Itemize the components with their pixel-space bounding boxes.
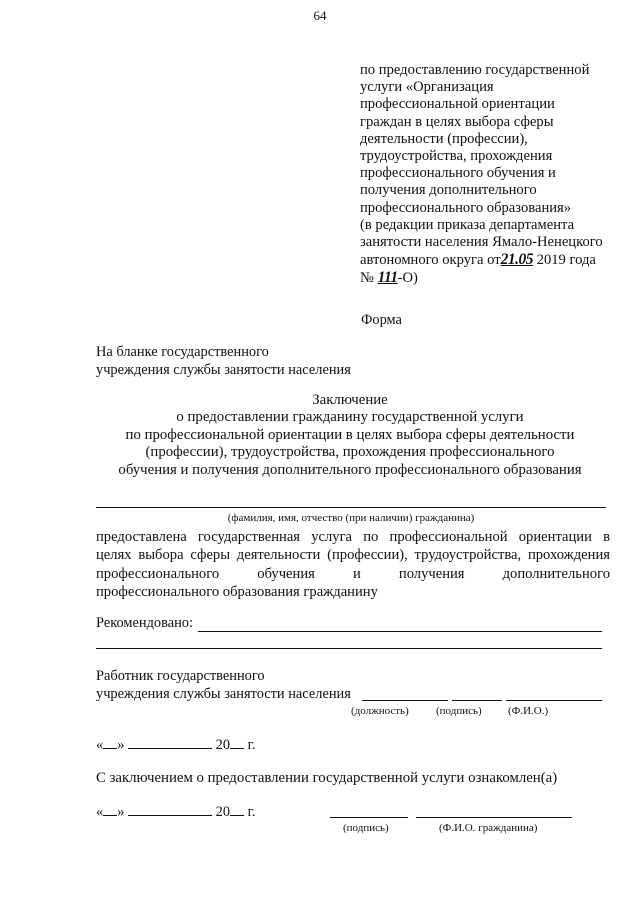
recommended-field-line-2[interactable] [96,648,602,649]
recommended-field-line-1[interactable] [198,631,602,632]
citizen-name-caption: (фамилия, имя, отчество (при наличии) гражданина) [227,512,475,524]
header-line: профессионального обучения и [360,165,556,182]
date-open-quote: « [96,737,104,753]
header-block [360,62,622,288]
form-label: Форма [361,312,402,328]
year-prefix: 20 [215,737,231,753]
blank-note [96,343,351,379]
conclusion-title-block [90,392,610,479]
header-line-order-date [360,251,622,269]
year-field[interactable] [230,735,244,749]
worker-date-field [96,735,256,754]
date-close-quote: » [117,804,125,820]
paragraph-line: целях выбора сферы деятельности (профессии), трудоустройства, прохождения [96,547,610,564]
worker-line: учреждения службы занятости населения [96,685,351,702]
paragraph-line: профессионального обучения и получения дополнительного [96,565,610,582]
acknowledgement-text: С заключением о предоставлении государственной услуги ознакомлен(а) [96,770,558,786]
header-line: профессиональной ориентации [360,96,555,113]
order-date-suffix: 2019 года [536,252,596,269]
day-field[interactable] [103,735,117,749]
conclusion-line: о предоставлении гражданину государственной услуги [176,409,524,426]
conclusion-title: Заключение [312,392,388,408]
conclusion-line: (профессии), трудоустройства, прохождения профессионального [145,444,555,461]
conclusion-line: по профессиональной ориентации в целях выбора сферы деятельности [125,426,575,443]
paragraph-line: предоставлена государственная услуга по профессиональной ориентации в [96,529,610,545]
worker-line: Работник государственного [96,668,265,684]
citizen-signature-caption: (подпись) [343,822,389,834]
page-number: 64 [313,8,327,23]
year-field[interactable] [230,802,244,816]
citizen-date-field [96,802,256,821]
order-number-suffix: -О) [397,270,418,287]
paragraph-line: профессионального образования гражданину [96,584,378,601]
header-line: услуги «Организация [360,79,494,96]
header-line: по предоставлению государственной [360,62,590,78]
order-date-prefix: автономного округа от [360,252,501,269]
conclusion-line: обучения и получения дополнительного профессионального образования [118,461,582,478]
citizen-name-field[interactable] [96,507,606,508]
header-line: трудоустройства, прохождения [360,148,553,165]
year-suffix: г. [247,804,256,820]
blank-line: На бланке государственного [96,344,269,360]
fio-caption: (Ф.И.О.) [508,705,549,717]
worker-block [96,668,351,703]
worker-signature-field[interactable] [452,700,502,701]
handwritten-date: 21.05 [500,251,533,269]
year-suffix: г. [247,737,256,753]
date-open-quote: « [96,804,104,820]
day-field[interactable] [103,802,117,816]
worker-position-field[interactable] [362,700,448,701]
position-caption: (должность) [351,705,409,717]
header-line-order-number [360,269,622,287]
signature-caption: (подпись) [436,705,482,717]
order-number-prefix: № [360,270,374,287]
citizen-fio-field[interactable] [416,817,572,818]
year-prefix: 20 [215,804,231,820]
blank-line: учреждения службы занятости населения [96,362,351,378]
month-field[interactable] [128,802,212,816]
header-line: (в редакции приказа департамента [360,216,575,233]
handwritten-number: 111 [377,269,398,287]
header-line: занятости населения Ямало-Ненецкого [360,234,603,251]
citizen-signature-field[interactable] [330,817,408,818]
recommended-label: Рекомендовано: [96,615,193,631]
header-line: получения дополнительного [360,182,537,199]
worker-fio-field[interactable] [506,700,602,701]
date-close-quote: » [117,737,125,753]
header-line: профессионального образования» [360,199,572,216]
header-line: граждан в целях выбора сферы [360,113,554,130]
header-line: деятельности (профессии), [360,130,528,147]
service-paragraph [96,528,610,602]
citizen-fio-caption: (Ф.И.О. гражданина) [439,822,538,834]
month-field[interactable] [128,735,212,749]
